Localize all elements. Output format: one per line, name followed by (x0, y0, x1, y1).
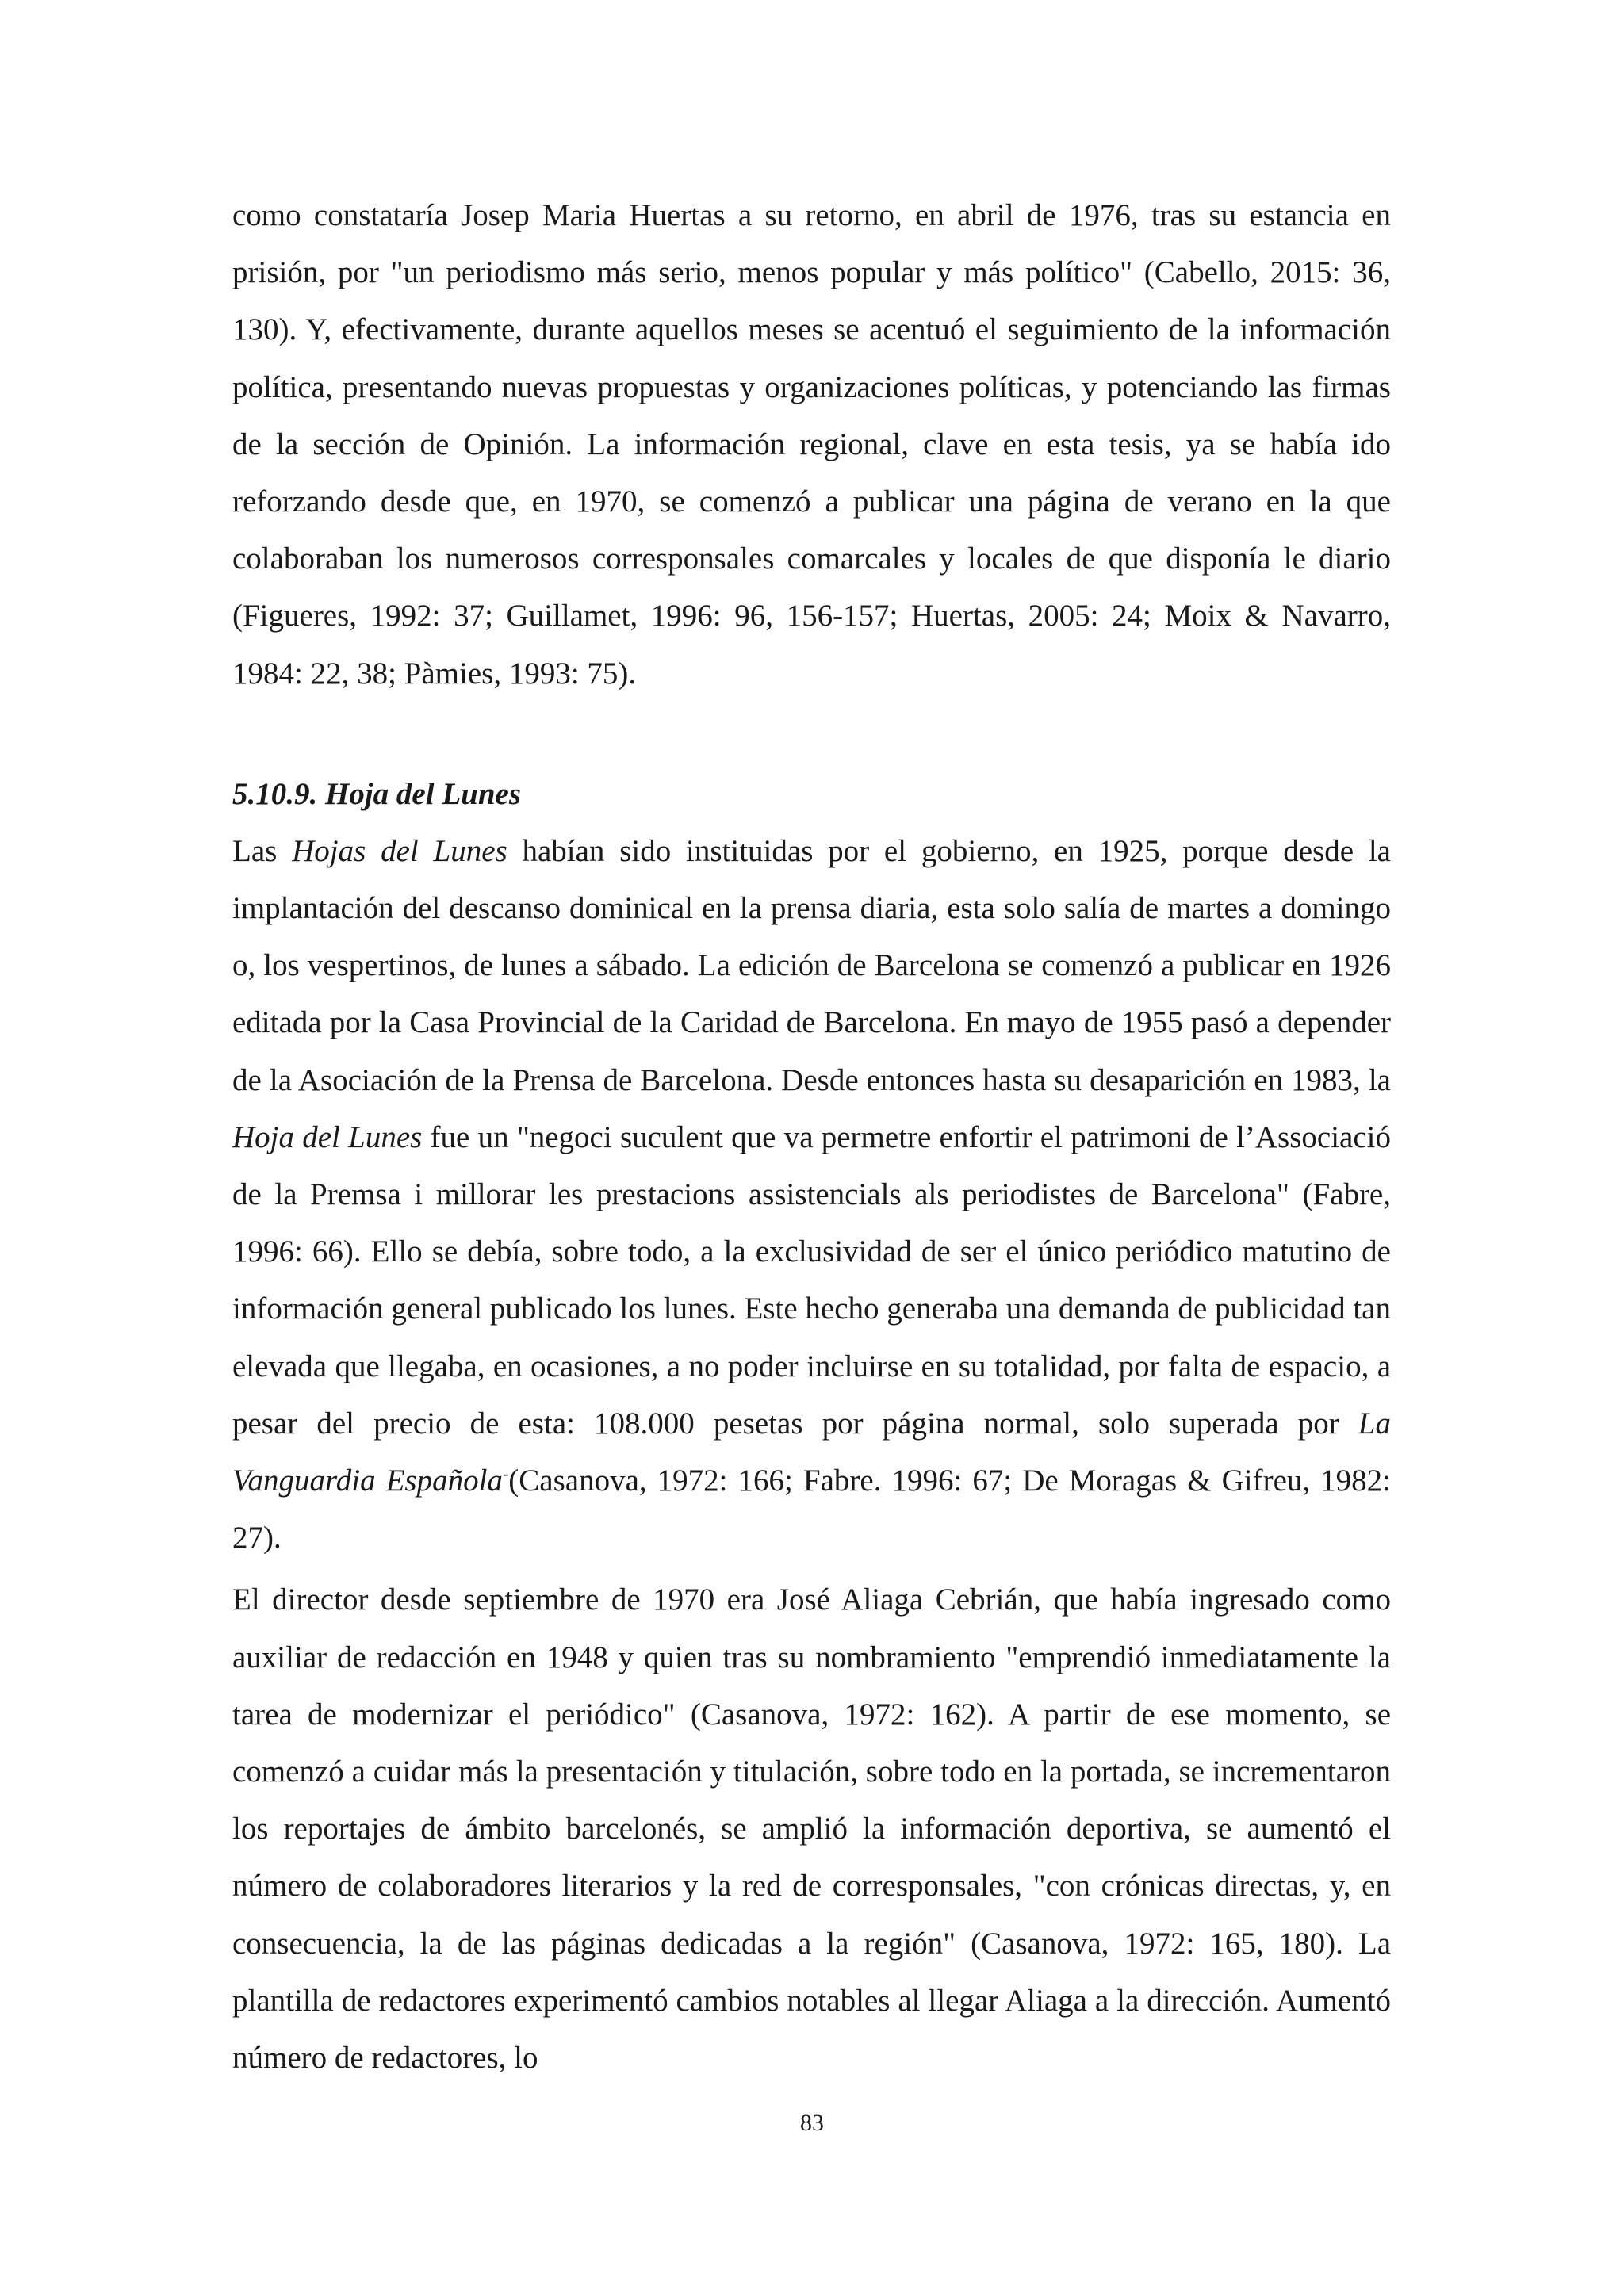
italic-title: Hoja del Lunes (232, 1119, 423, 1154)
italic-title: Hojas del Lunes (292, 833, 508, 868)
text-run: (Casanova, 1972: 166; Fabre. 1996: 67; De Moragas & Gifreu, 1982: 27). (232, 1464, 1391, 1556)
text-run: habían sido instituidas por el gobierno, en 1925, porque desde la implantación del descanso dominical en la prensa diaria, esta solo salía de martes a domingo o, los vespertinos, de lunes a sábado. La edición de Barcelona se comenzó a publicar en 1926 editada por la Casa Provincial de la Caridad de Barcelona. En mayo de 1955 pasó a depender de la Asociación de la Prensa de Barcelona. Desde entonces hasta su desaparición en 1983, la (232, 833, 1391, 1097)
paragraph-huertas: como constataría Josep Maria Huertas a su retorno, en abril de 1976, tras su estancia en prisión, por "un periodismo más serio, menos popular y más político" (Cabello, 2015: 36, 130). Y, efectivamente, durante aquellos meses se acentuó el seguimiento de la información política, presentando nuevas propuestas y organizaciones políticas, y potenciando las firmas de la sección de Opinión. La información regional, clave en esta tesis, ya se había ido reforzando desde que, en 1970, se comenzó a publicar una página de verano en la que colaboraban los numerosos corresponsales comarcales y locales de que disponía le diario (Figueres, 1992: 37; Guillamet, 1996: 96, 156-157; Huertas, 2005: 24; Moix & Navarro, 1984: 22, 38; Pàmies, 1993: 75). (232, 198, 1391, 691)
note-mark: - (502, 1464, 509, 1484)
section-heading: 5.10.9. Hoja del Lunes (232, 776, 522, 811)
document-body (232, 187, 1391, 2087)
text-run: Las (232, 833, 293, 868)
paragraph-aliaga: El director desde septiembre de 1970 era José Aliaga Cebrián, que había ingresado como auxiliar de redacción en 1948 y quien tras su nombramiento "emprendió inmediatamente la tarea de modernizar el periódico" (Casanova, 1972: 162). A partir de ese momento, se comenzó a cuidar más la presentación y titulación, sobre todo en la portada, se incrementaron los reportajes de ámbito barcelonés, se amplió la información deportiva, se aumentó el número de colaboradores literarios y la red de corresponsales, "con crónicas directas, y, en consecuencia, la de las páginas dedicadas a la región" (Casanova, 1972: 165, 180). La plantilla de redactores experimentó cambios notables al llegar Aliaga a la dirección. Aumentó número de redactores, lo (232, 1582, 1391, 2076)
paragraph-hojas-del-lunes (232, 823, 1391, 1567)
text-run: fue un "negoci suculent que va permetre enfortir el patrimoni de l’Associació de la Premsa i millorar les prestacions assistencials als periodistes de Barcelona" (Fabre, 1996: 66). Ello se debía, sobre todo, a la exclusividad de ser el único periódico matutino de información general publicado los lunes. Este hecho generaba una demanda de publicidad tan elevada que llegaba, en ocasiones, a no poder incluirse en su totalidad, por falta de espacio, a pesar del precio de esta: 108.000 pesetas por página normal, solo superada por (232, 1119, 1391, 1441)
page-number: 83 (800, 2110, 824, 2136)
italic-title: La Vanguardia Española (232, 1406, 1391, 1498)
